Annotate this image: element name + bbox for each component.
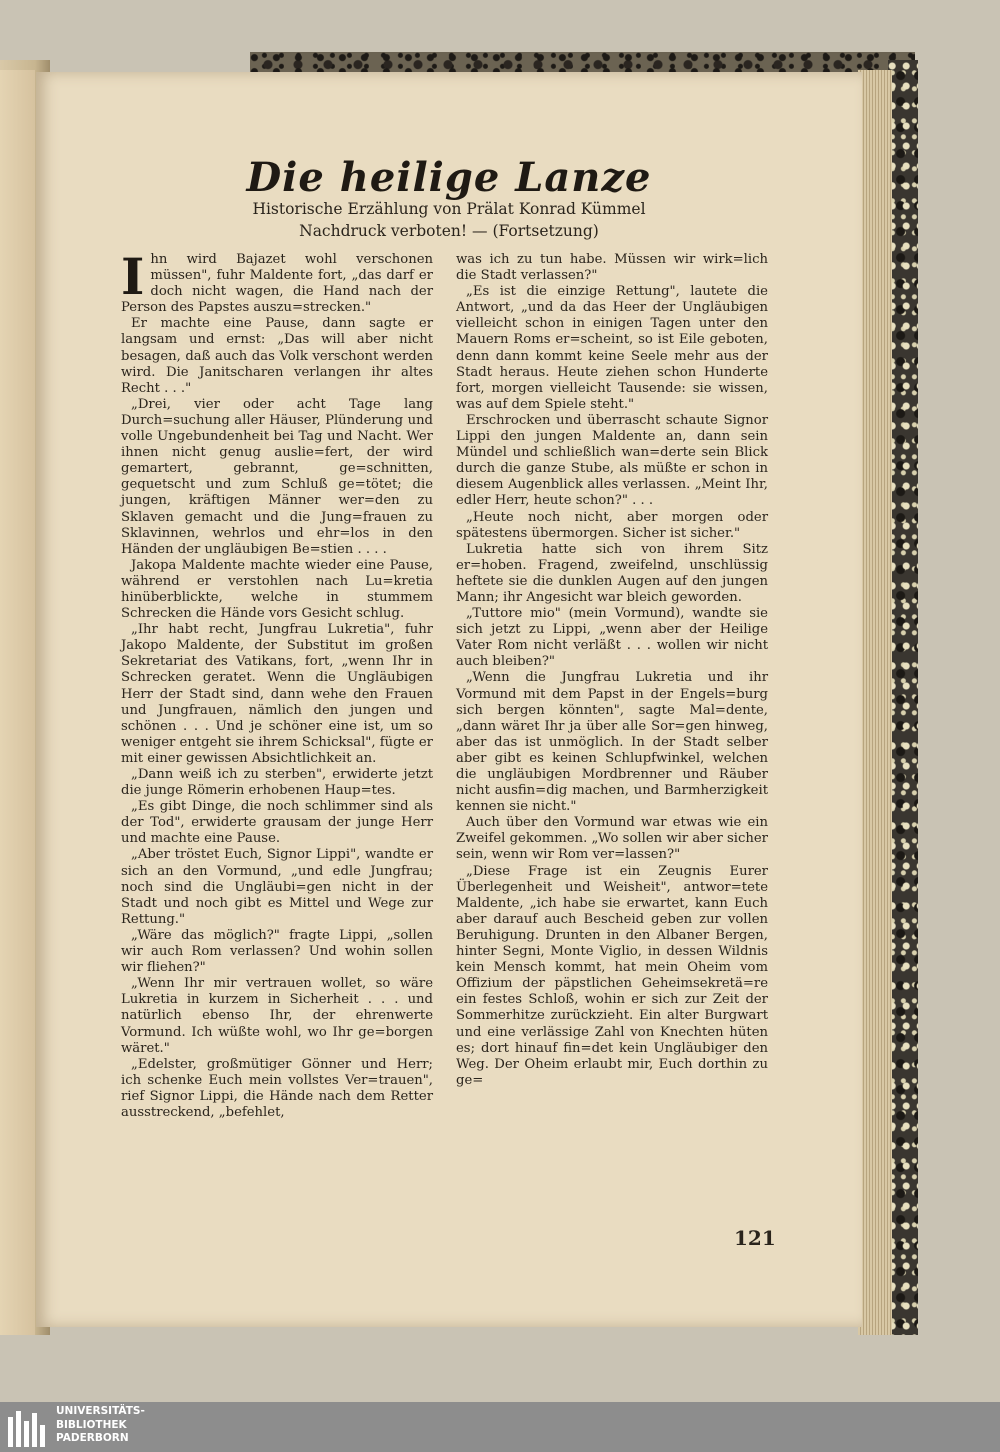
paragraph: „Drei, vier oder acht Tage lang Durch=suchung aller Häuser, Plünderung und volle Ungebundenheit bei Tag und Nacht. Wer ihnen nicht genug auslie=fert, der wird gemartert, gebrannt, ge=schnitten, gequetscht und zum Schluß ge=tötet; die jungen, kräftigen Männer wer=den zu Sklaven gemacht und die Jung=frauen zu Sklavinnen, wehrlos und ehr=los in den Händen der ungläubigen Be=stien . . . . xyxy=(121,396,433,557)
paragraph: Er machte eine Pause, dann sagte er langsam und ernst: „Das will aber nicht besagen, daß auch das Volk verschont werden wird. Die Janitscharen verlangen ihr altes Recht . . ." xyxy=(121,316,433,396)
paragraph: „Wäre das möglich?" fragte Lippi, „sollen wir auch Rom verlassen? Und wohin sollen wir fliehen?" xyxy=(121,927,433,976)
page-stack-edge xyxy=(858,70,892,1335)
paragraph: „Dann weiß ich zu sterben", erwiderte jetzt die junge Römerin erhobenen Haup=tes. xyxy=(121,767,433,799)
article-note: Nachdruck verboten! — (Fortsetzung) xyxy=(299,222,599,240)
paragraph: was ich zu tun habe. Müssen wir wirk=lich die Stadt verlassen?" xyxy=(456,252,768,284)
paragraph: „Heute noch nicht, aber morgen oder spätestens übermorgen. Sicher ist sicher." xyxy=(456,509,768,541)
paragraph: Ihn wird Bajazet wohl verschonen müssen", fuhr Maldente fort, „das darf er doch nicht wagen, die Hand nach der Person des Papstes auszu=strecken." xyxy=(121,247,433,316)
book-cover-marbled-edge xyxy=(888,60,918,1335)
library-footer-bar xyxy=(0,1402,1000,1452)
book-page xyxy=(36,72,862,1327)
text-column-left xyxy=(121,247,433,1121)
paragraph: „Tuttore mio" (mein Vormund), wandte sie sich jetzt zu Lippi, „wenn aber der Heilige Vater Rom nicht verläßt . . . wollen wir nicht auch bleiben?" xyxy=(456,606,768,670)
text-column-right xyxy=(456,252,768,1089)
paragraph: Jakopa Maldente machte wieder eine Pause, während er verstohlen nach Lu=kretia hinüberblickte, welche in stummem Schrecken die Hände vors Gesicht schlug. xyxy=(121,557,433,622)
paragraph: Auch über den Vormund war etwas wie ein Zweifel gekommen. „Wo sollen wir aber sicher sein, wenn wir Rom ver=lassen?" xyxy=(456,815,768,863)
article-title: Die heilige Lanze xyxy=(246,154,652,201)
paragraph: „Aber tröstet Euch, Signor Lippi", wandte er sich an den Vormund, „und edle Jungfrau; noch sind die Ungläubi=gen nicht in der Stadt und noch gibt es Mittel und Wege zur Rettung." xyxy=(121,847,433,927)
paragraph: „Ihr habt recht, Jungfrau Lukretia", fuhr Jakopo Maldente, der Substitut im großen Sekretariat des Vatikans, fort, „wenn Ihr in Schrecken geratet. Wenn die Ungläubigen Herr der Stadt sind, dann wehe den Frauen und Jungfrauen, nämlich den jungen und schönen . . . Und je schöner eine ist, um so weniger entgeht sie ihrem Schicksal", fügte er mit einer gewissen Absichtlichkeit an. xyxy=(121,622,433,766)
library-logo-icon xyxy=(8,1409,48,1447)
facing-page-edge xyxy=(0,70,35,1335)
dropcap: I xyxy=(121,247,145,306)
paragraph: „Diese Frage ist ein Zeugnis Eurer Überlegenheit und Weisheit", antwor=tete Maldente, „ich habe sie erwartet, kann Euch aber darauf auch Bescheid geben zur vollen Beruhigung. Drunten in den Albaner Bergen, hinter Segni, Monte Viglio, in dessen Wildnis kein Mensch kommt, hat mein Oheim vom Offizium der päpstlichen Geheimsekretä=re ein festes Schloß, wohin er sich zur Zeit der Sommerhitze zurückzieht. Ein alter Burgwart und eine verlässige Zahl von Knechten hüten es; dort hinauf fin=det kein Ungläubiger den Weg. Der Oheim erlaubt mir, Euch dorthin zu ge= xyxy=(456,863,768,1088)
article-subtitle: Historische Erzählung von Prälat Konrad Kümmel xyxy=(252,200,646,218)
paragraph: „Wenn die Jungfrau Lukretia und ihr Vormund mit dem Papst in der Engels=burg sich bergen könnten", sagte Mal=dente, „dann wäret Ihr ja über alle Sor=gen hinweg, aber das ist unmöglich. In der Stadt selber aber gibt es keinen Schlupfwinkel, welchen die ungläubigen Mordbrenner und Räuber nicht ausfin=dig machen, und Barmherzigkeit kennen sie nicht." xyxy=(456,670,768,815)
paragraph: Erschrocken und überrascht schaute Signor Lippi den jungen Maldente an, dann sein Mündel und schließlich wan=derte sein Blick durch die ganze Stube, als müßte er schon in diesem Augenblick alles verlassen. „Meint Ihr, edler Herr, heute schon?" . . . xyxy=(456,412,768,509)
library-name: UNIVERSITÄTS- BIBLIOTHEK PADERBORN xyxy=(56,1405,145,1444)
page-number: 121 xyxy=(734,1226,776,1250)
paragraph: „Wenn Ihr mir vertrauen wollet, so wäre Lukretia in kurzem in Sicherheit . . . und natürlich ebenso Ihr, der ehrenwerte Vormund. Ich wüßte wohl, wo Ihr ge=borgen wäret." xyxy=(121,976,433,1056)
paragraph: „Es ist die einzige Rettung", lautete die Antwort, „und da das Heer der Ungläubigen vielleicht schon in einigen Tagen unter den Mauern Roms er=scheint, so ist Eile geboten, denn dann kommt keine Seele mehr aus der Stadt heraus. Heute ziehen schon Hunderte fort, morgen vielleicht Tausende: sie wissen, was auf dem Spiele steht." xyxy=(456,284,768,412)
paragraph: „Edelster, großmütiger Gönner und Herr; ich schenke Euch mein vollstes Ver=trauen", rief Signor Lippi, die Hände nach dem Retter ausstreckend, „befehlet, xyxy=(121,1056,433,1120)
paragraph: „Es gibt Dinge, die noch schlimmer sind als der Tod", erwiderte grausam der junge Herr und machte eine Pause. xyxy=(121,799,433,847)
paragraph: Lukretia hatte sich von ihrem Sitz er=hoben. Fragend, zweifelnd, unschlüssig heftete sie die dunklen Augen auf den jungen Mann; ihr Angesicht war bleich geworden. xyxy=(456,541,768,605)
